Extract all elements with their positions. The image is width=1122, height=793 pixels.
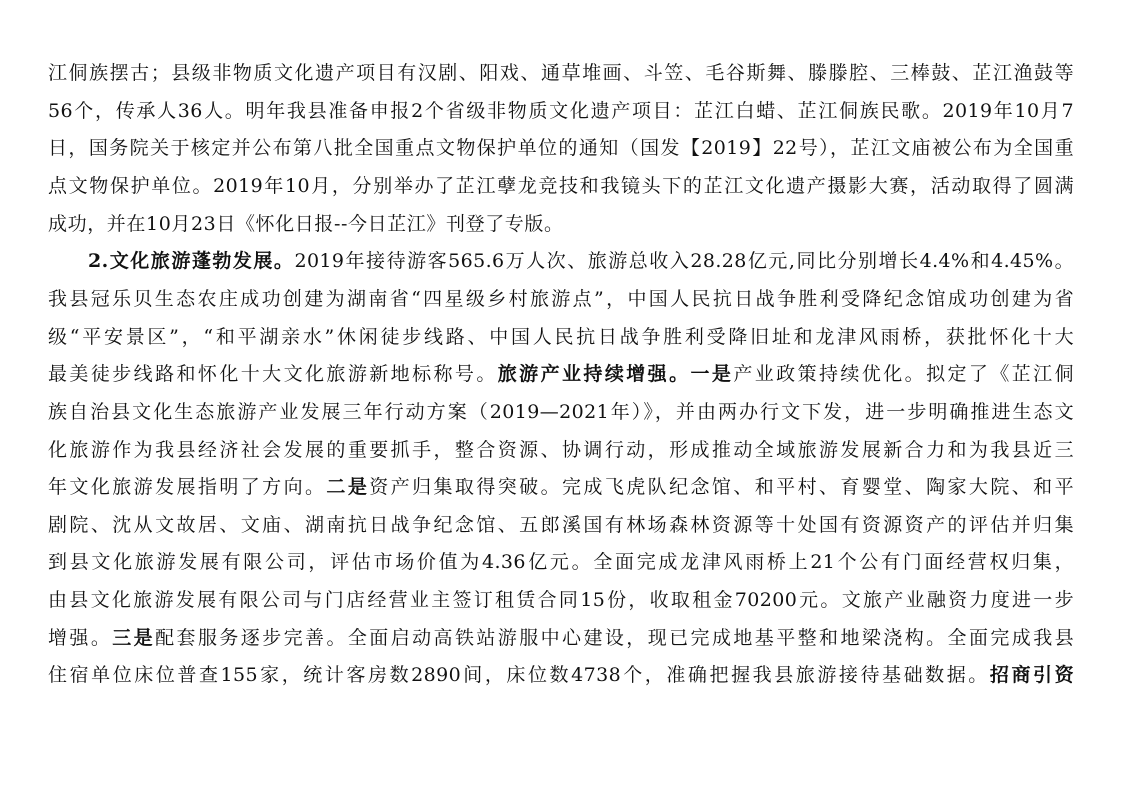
p2-line-12 — [48, 662, 1074, 688]
p2-line-10: 由县文化旅游发展有限公司与门店经营业主签订租赁合同15份，收取租金70200元。文旅产业融资力度进一步 — [48, 589, 1074, 611]
point-three-label: 三是 — [112, 627, 156, 649]
p2-line-6: 化旅游作为我县经济社会发展的重要抓手，整合资源、协调行动，形成推动全域旅游发展新合力和为我县近三 — [48, 439, 1074, 461]
p2-line-4 — [48, 361, 1074, 387]
p2-line-11-text-a: 增强。 — [48, 627, 113, 649]
subheading-tourism-industry: 旅游产业持续增强。 — [497, 363, 691, 385]
p2-line-3: 级“平安景区”，“和平湖亲水”休闲徒步线路、中国人民抗日战争胜利受降旧址和龙津风雨桥，获批怀化十大 — [48, 326, 1074, 348]
p2-line-11-text-b: 配套服务逐步完善。全面启动高铁站游服中心建设，现已完成地基平整和地梁浇构。全面完成我县 — [155, 627, 1075, 649]
p2-line-12-text-a: 住宿单位床位普查155家，统计客房数2890间，床位数4738个，准确把握我县旅游接待基础数据。 — [48, 664, 990, 686]
p2-line-4-text-b: 产业政策持续优化。拟定了《芷江侗 — [733, 363, 1074, 385]
p2-line-7 — [48, 474, 1074, 500]
p2-line-9: 到县文化旅游发展有限公司，评估市场价值为4.36亿元。全面完成龙津风雨桥上21个公有门面经营权归集， — [48, 551, 1074, 573]
p1-line-3: 日，国务院关于核定并公布第八批全国重点文物保护单位的通知（国发【2019】22号），芷江文庙被公布为全国重 — [48, 137, 1074, 159]
p1-line-5: 成功，并在10月23日《怀化日报--今日芷江》刊登了专版。 — [48, 213, 564, 235]
subheading-investment: 招商引资 — [989, 664, 1074, 686]
p2-line-11 — [48, 625, 1074, 651]
section-heading: 2.文化旅游蓬勃发展。 — [88, 250, 295, 272]
p2-line-5: 族自治县文化生态旅游产业发展三年行动方案（2019—2021年）》，并由两办行文下发，进一步明确推进生态文 — [48, 401, 1074, 423]
p2-line-7-text-a: 年文化旅游发展指明了方向。 — [48, 476, 327, 498]
p1-line-4: 点文物保护单位。2019年10月，分别举办了芷江孽龙竞技和我镜头下的芷江文化遗产摄影大赛，活动取得了圆满 — [48, 175, 1074, 197]
p2-line-2: 我县冠乐贝生态农庄成功创建为湖南省“四星级乡村旅游点”，中国人民抗日战争胜利受降纪念馆成功创建为省 — [48, 288, 1074, 310]
point-two-label: 二是 — [326, 476, 370, 498]
p2-line-8: 剧院、沈从文故居、文庙、湖南抗日战争纪念馆、五郎溪国有林场森林资源等十处国有资源资产的评估并归集 — [48, 514, 1074, 536]
p2-line-1 — [88, 248, 1074, 274]
point-one-label: 一是 — [690, 363, 734, 385]
p1-line-2: 56个，传承人36人。明年我县准备申报2个省级非物质文化遗产项目：芷江白蜡、芷江侗族民歌。2019年10月7 — [48, 100, 1074, 122]
p2-line-7-text-b: 资产归集取得突破。完成飞虎队纪念馆、和平村、育婴堂、陶家大院、和平 — [369, 476, 1074, 498]
p1-line-1: 江侗族摆古；县级非物质文化遗产项目有汉剧、阳戏、通草堆画、斗笠、毛谷斯舞、滕滕腔、三棒鼓、芷江渔鼓等 — [48, 62, 1074, 84]
p2-line-4-text-a: 最美徒步线路和怀化十大文化旅游新地标称号。 — [48, 363, 498, 385]
p2-line-1-text: 2019年接待游客565.6万人次、旅游总收入28.28亿元,同比分别增长4.4%和4.45%。 — [294, 250, 1074, 272]
